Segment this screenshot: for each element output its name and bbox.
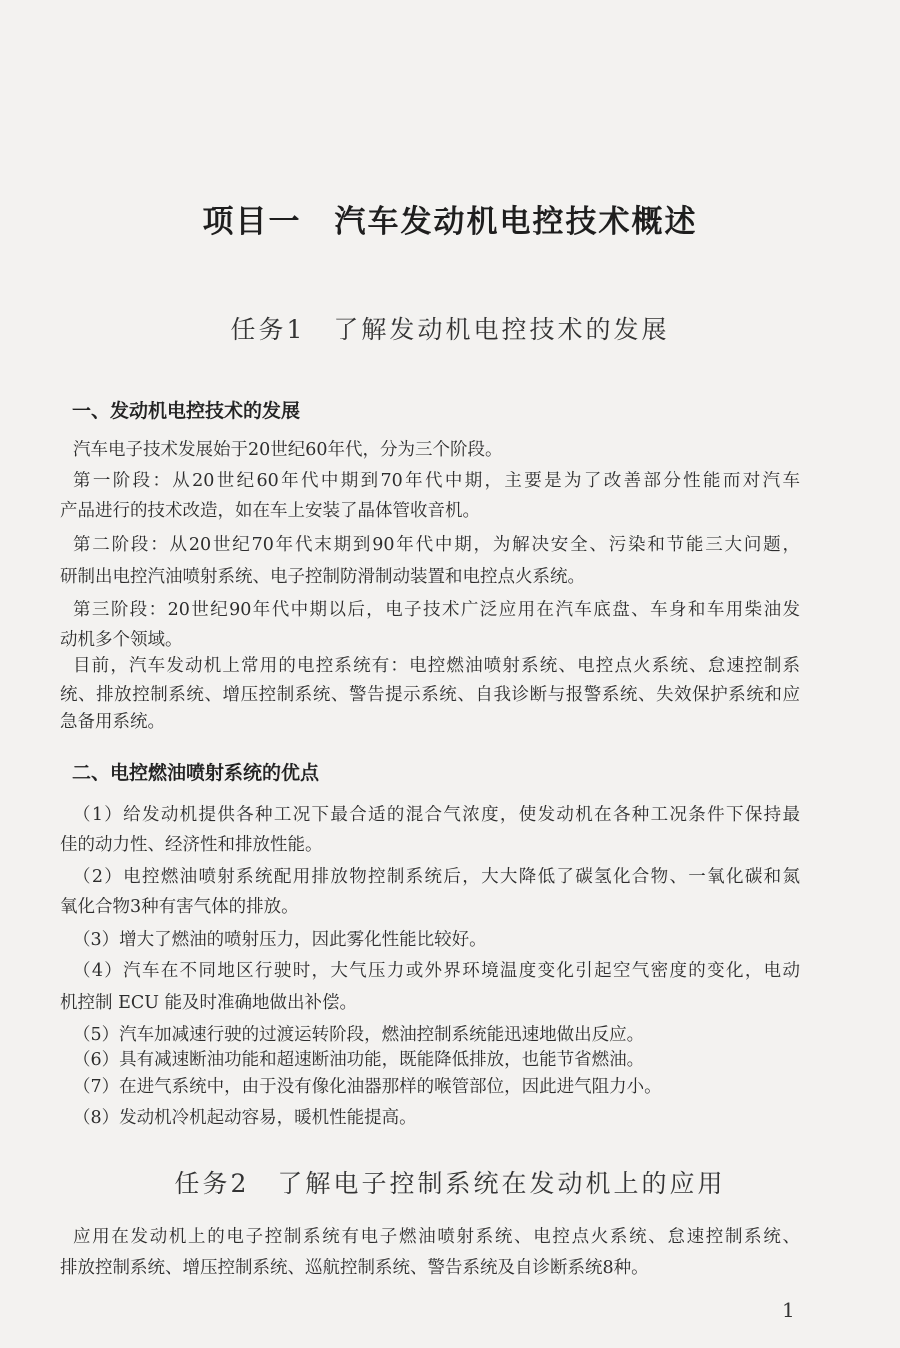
paragraph-line: 动机多个领域。 — [60, 630, 183, 650]
paragraph-line: 目前，汽车发动机上常用的电控系统有：电控燃油喷射系统、电控点火系统、怠速控制系 — [73, 656, 800, 676]
list-item-line: 氧化合物3种有害气体的排放。 — [60, 897, 299, 917]
section2-heading: 二、电控燃油喷射系统的优点 — [72, 762, 320, 784]
list-item-line: （2）电控燃油喷射系统配用排放物控制系统后，大大降低了碳氢化合物、一氧化碳和氮 — [73, 867, 800, 887]
list-item-line: （6）具有减速断油功能和超速断油功能，既能降低排放，也能节省燃油。 — [73, 1050, 645, 1070]
list-item-line: （4）汽车在不同地区行驶时，大气压力或外界环境温度变化引起空气密度的变化，电动 — [73, 961, 800, 981]
list-item-line: （5）汽车加减速行驶的过渡运转阶段，燃油控制系统能迅速地做出反应。 — [73, 1025, 645, 1045]
page-number: 1 — [782, 1298, 795, 1322]
list-item-line: 佳的动力性、经济性和排放性能。 — [60, 835, 323, 855]
paragraph-line: 产品进行的技术改造，如在车上安装了晶体管收音机。 — [60, 501, 480, 521]
list-item-line: （8）发动机冷机起动容易，暖机性能提高。 — [73, 1108, 417, 1128]
list-item-line: 机控制 ECU 能及时准确地做出补偿。 — [60, 993, 358, 1013]
paragraph-line: 应用在发动机上的电子控制系统有电子燃油喷射系统、电控点火系统、怠速控制系统、 — [73, 1227, 800, 1247]
paragraph-line: 第三阶段：20世纪90年代中期以后，电子技术广泛应用在汽车底盘、车身和车用柴油发 — [73, 600, 800, 620]
paragraph-line: 排放控制系统、增压控制系统、巡航控制系统、警告系统及自诊断系统8种。 — [60, 1258, 649, 1278]
list-item-line: （7）在进气系统中，由于没有像化油器那样的喉管部位，因此进气阻力小。 — [73, 1077, 662, 1097]
task2-heading: 任务2 了解电子控制系统在发动机上的应用 — [174, 1169, 726, 1198]
section1-heading: 一、发动机电控技术的发展 — [72, 400, 301, 422]
paragraph-line: 汽车电子技术发展始于20世纪60年代，分为三个阶段。 — [73, 440, 503, 460]
paragraph-line: 第一阶段：从20世纪60年代中期到70年代中期，主要是为了改善部分性能而对汽车 — [73, 471, 800, 491]
paragraph-line: 研制出电控汽油喷射系统、电子控制防滑制动装置和电控点火系统。 — [60, 567, 585, 587]
list-item-line: （3）增大了燃油的喷射压力，因此雾化性能比较好。 — [73, 930, 487, 950]
project-title: 项目一 汽车发动机电控技术概述 — [202, 204, 698, 240]
list-item-line: （1）给发动机提供各种工况下最合适的混合气浓度，使发动机在各种工况条件下保持最 — [73, 805, 800, 825]
paragraph-line: 第二阶段：从20世纪70年代末期到90年代中期，为解决安全、污染和节能三大问题， — [73, 535, 800, 555]
paragraph-line: 统、排放控制系统、增压控制系统、警告提示系统、自我诊断与报警系统、失效保护系统和应 — [60, 685, 800, 705]
paragraph-line: 急备用系统。 — [60, 712, 165, 732]
task1-heading: 任务1 了解发动机电控技术的发展 — [230, 315, 670, 344]
